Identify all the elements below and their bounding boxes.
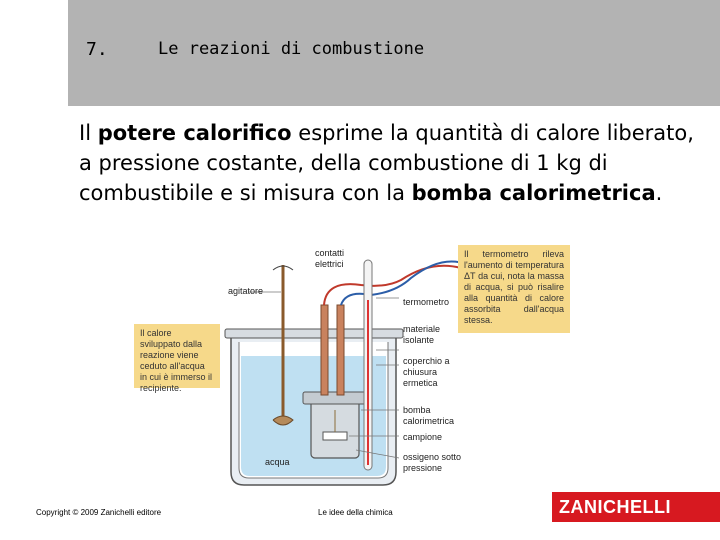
chapter-title: Le reazioni di combustione xyxy=(158,39,425,59)
chapter-number: 7. xyxy=(86,39,108,60)
footer-copyright: Copyright © 2009 Zanichelli editore xyxy=(36,508,162,517)
footer-book-title: Le idee della chimica xyxy=(318,508,393,517)
callout-thermometer-note: Il termometro rileva l'aumento di temperatura ΔT da cui, nota la massa di acqua, si può risalire alla quantità di calore assorbita dall'acqua stessa. xyxy=(458,245,570,333)
label-bomba: bomba calorimetrica xyxy=(403,405,455,426)
bomb-cap xyxy=(303,392,367,404)
callout-heat-transfer: Il calore sviluppato dalla reazione viene ceduto all'acqua in cui è immerso il recipiente. xyxy=(134,324,220,388)
body-text-2: esprime la quantità di calore liberato, a pressione costante, della combustione di 1 kg di combustibile e si misura con la xyxy=(79,121,694,205)
label-coperchio: coperchio a chiusura ermetica xyxy=(403,356,450,388)
body-text-3: . xyxy=(655,181,663,205)
label-acqua: acqua xyxy=(265,457,290,467)
contact-rod-1 xyxy=(321,305,328,395)
contact-rod-2 xyxy=(337,305,344,395)
body-paragraph xyxy=(79,118,699,208)
label-ossigeno: ossigeno sotto pressione xyxy=(403,452,462,473)
label-agitatore: agitatore xyxy=(228,286,264,296)
lid xyxy=(225,329,403,338)
term-bomba-calorimetrica: bomba calorimetrica xyxy=(411,181,656,205)
sample-cup xyxy=(323,432,347,440)
label-contatti: contatti elettrici xyxy=(315,248,345,269)
label-campione: campione xyxy=(403,432,443,442)
term-potere-calorifico: potere calorifico xyxy=(97,121,292,145)
body-text-1: Il xyxy=(79,121,98,145)
label-materiale: materiale isolante xyxy=(403,324,441,345)
label-termometro: termometro xyxy=(403,297,450,307)
publisher-logo: ZANICHELLI xyxy=(552,492,720,522)
